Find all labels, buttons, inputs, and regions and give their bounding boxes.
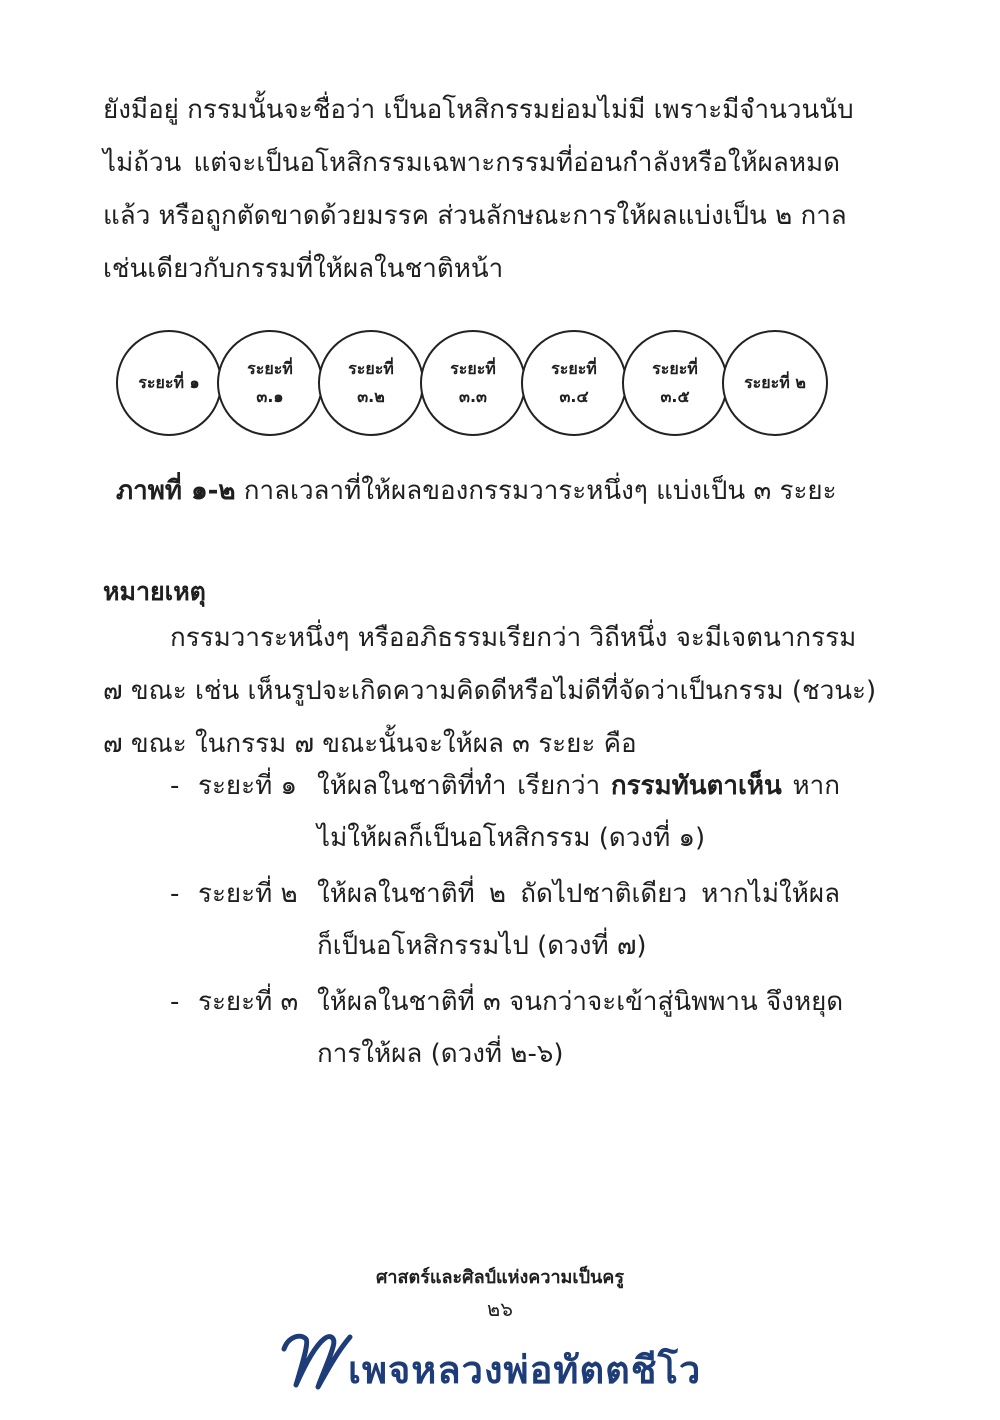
note-line-1: กรรมวาระหนึ่งๆ หรืออภิธรรมเรียกว่า วิถีหนึ่ง จะมีเจตนากรรม — [170, 623, 857, 653]
period-circle-sublabel: ๓.๕ — [660, 387, 690, 406]
intro-line-1: ยังมีอยู่ กรรมนั้นจะชื่อว่า เป็นอโหสิกรรมย่อมไม่มี เพราะมีจำนวนนับ — [103, 95, 854, 125]
note-heading: หมายเหตุ — [103, 577, 206, 606]
brand-script-mark-icon — [278, 1325, 353, 1395]
period-circle-sublabel: ๓.๔ — [559, 387, 589, 406]
period-circle-label: ระยะที่ — [652, 359, 698, 378]
list-item — [170, 760, 840, 864]
period-circle-label: ระยะที่ — [450, 359, 496, 378]
figure-caption-text: กาลเวลาที่ให้ผลของกรรมวาระหนึ่งๆ แบ่งเป็น ๓ ระยะ — [235, 476, 837, 506]
list-item-line-2: ไม่ให้ผลก็เป็นอโหสิกรรม (ดวงที่ ๑) — [317, 823, 706, 853]
list-dash: - — [170, 771, 180, 801]
list-dash: - — [170, 987, 180, 1017]
list-item-line-1: ให้ผลในชาติที่ ๓ จนกว่าจะเข้าสู่นิพพาน จึงหยุด — [317, 987, 844, 1017]
period-circle-2 — [722, 330, 828, 436]
list-item-line-1 — [317, 760, 840, 812]
list-item-text-end: หาก — [781, 771, 840, 801]
note-line-3: ๗ ขณะ ในกรรม ๗ ขณะนั้นจะให้ผล ๓ ระยะ คือ — [103, 729, 637, 759]
period-circle-label: ระยะที่ ๒ — [744, 373, 806, 392]
intro-line-3: แล้ว หรือถูกตัดขาดด้วยมรรค ส่วนลักษณะการให้ผลแบ่งเป็น ๒ กาล — [103, 201, 847, 231]
list-item-lead: ระยะที่ ๑ — [198, 771, 298, 801]
period-circle-sublabel: ๓.๑ — [256, 387, 284, 406]
figure-caption-label: ภาพที่ ๑-๒ — [116, 476, 236, 506]
list-item — [170, 868, 840, 972]
period-circle-label: ระยะที่ ๑ — [138, 373, 200, 392]
page-brand-logo — [278, 1325, 738, 1395]
figure-caption — [116, 470, 856, 511]
list-dash: - — [170, 879, 180, 909]
intro-line-4: เช่นเดียวกับกรรมที่ให้ผลในชาติหน้า — [103, 254, 504, 284]
intro-paragraph — [103, 84, 854, 296]
list-item-text: ให้ผลในชาติที่ทำ เรียกว่า — [317, 771, 611, 801]
period-circle-label: ระยะที่ — [551, 359, 597, 378]
period-circle-1 — [116, 330, 222, 436]
period-circle-3-1 — [217, 330, 323, 436]
list-item — [170, 976, 844, 1080]
intro-line-2: ไม่ถ้วน แต่จะเป็นอโหสิกรรมเฉพาะกรรมที่อ่อนกำลังหรือให้ผลหมด — [103, 148, 840, 178]
period-circle-3-5 — [622, 330, 728, 436]
page-number: ๒๖ — [487, 1297, 513, 1321]
period-circle-3-4 — [521, 330, 627, 436]
period-circle-label: ระยะที่ — [348, 359, 394, 378]
list-item-line-2: ก็เป็นอโหสิกรรมไป (ดวงที่ ๗) — [317, 931, 647, 961]
list-item-lead: ระยะที่ ๓ — [198, 987, 299, 1017]
list-item-bold-term: กรรมทันตาเห็น — [610, 771, 782, 801]
list-item-line-2: การให้ผล (ดวงที่ ๒-๖) — [317, 1039, 564, 1069]
period-circles-diagram — [116, 330, 828, 440]
period-list — [170, 760, 844, 1080]
period-circle-sublabel: ๓.๒ — [357, 387, 385, 406]
book-title-footer: ศาสตร์และศิลป์แห่งความเป็นครู — [375, 1267, 625, 1288]
period-circle-3-2 — [318, 330, 424, 436]
period-circle-3-3 — [420, 330, 526, 436]
period-circle-label: ระยะที่ — [247, 359, 293, 378]
list-item-line-1: ให้ผลในชาติที่ ๒ ถัดไปชาติเดียว หากไม่ให้ผล — [317, 879, 840, 909]
note-line-2: ๗ ขณะ เช่น เห็นรูปจะเกิดความคิดดีหรือไม่ดีที่จัดว่าเป็นกรรม (ชวนะ) — [103, 676, 877, 706]
note-paragraph — [103, 612, 877, 771]
period-circle-sublabel: ๓.๓ — [459, 387, 487, 406]
list-item-lead: ระยะที่ ๒ — [198, 879, 298, 909]
brand-name: เพจหลวงพ่อทัตตชีโว — [348, 1347, 702, 1392]
